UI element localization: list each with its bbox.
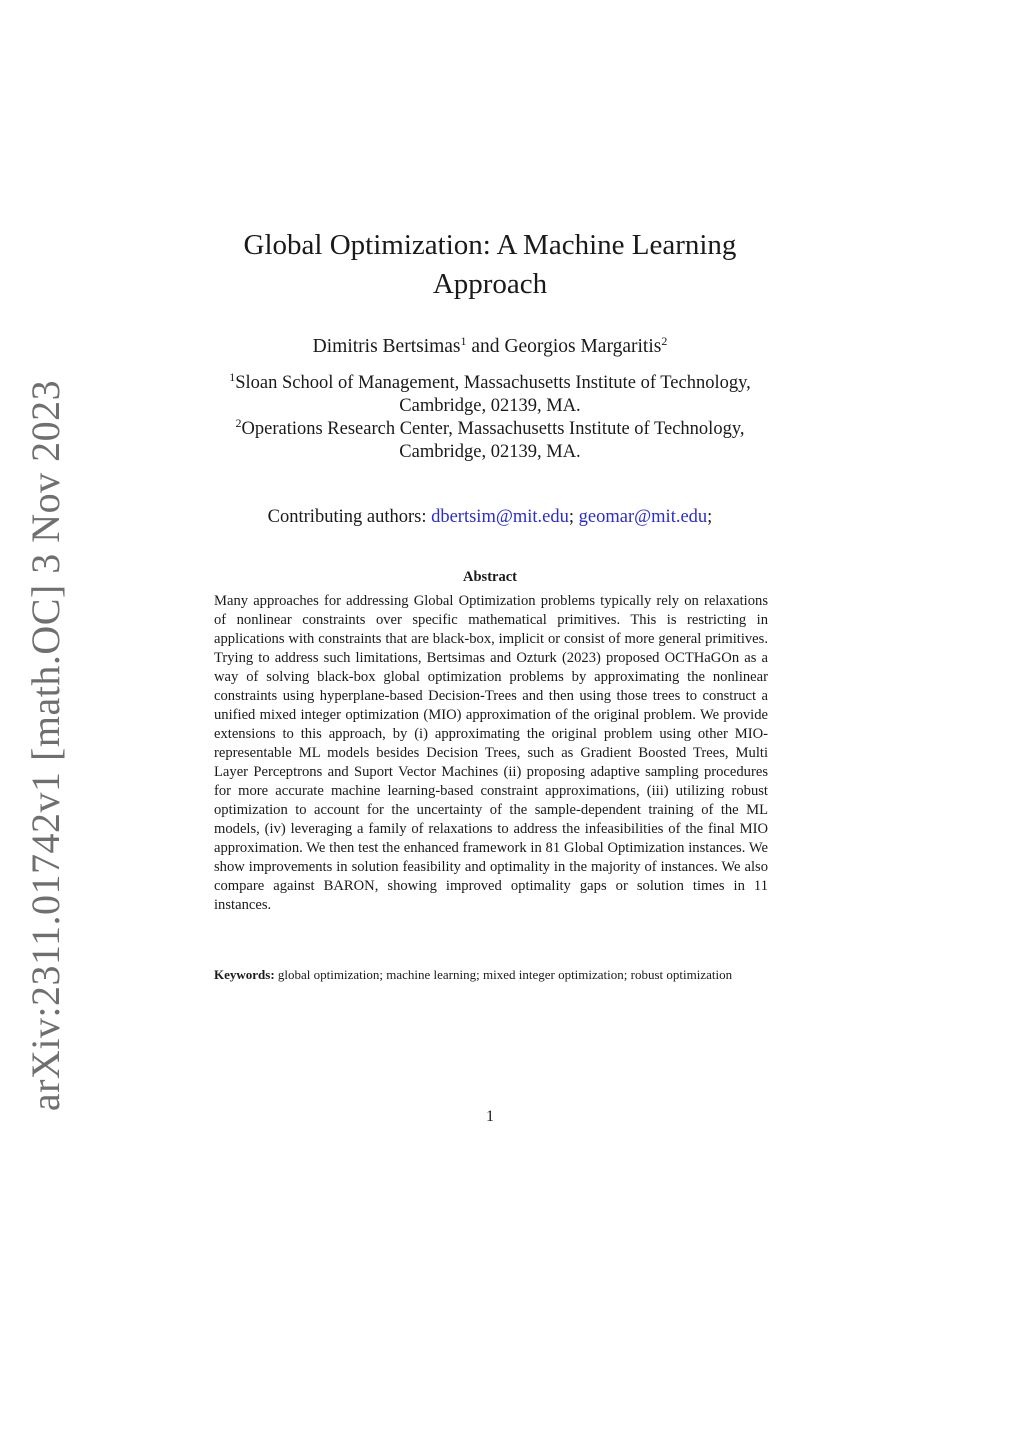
affiliation-line: Operations Research Center, Massachusetts Institute of Technology, xyxy=(241,419,745,439)
keywords-text: global optimization; machine learning; mixed integer optimization; robust optimization xyxy=(277,967,733,982)
contributing-label: Contributing authors: xyxy=(267,507,427,527)
abstract-heading: Abstract xyxy=(463,569,517,585)
keywords-label: Keywords: xyxy=(214,967,275,982)
affiliation-line: Sloan School of Management, Massachusetts Institute of Technology, xyxy=(235,373,751,393)
page-number: 1 xyxy=(486,1108,494,1125)
keywords xyxy=(214,966,768,983)
affiliation-mark: 2 xyxy=(235,416,242,430)
arxiv-identifier-text: arXiv:2311.01742v1 [math.OC] 3 Nov 2023 xyxy=(23,379,69,1111)
affiliation-line: Cambridge, 02139, MA. xyxy=(399,396,581,416)
author-joiner: and xyxy=(471,336,500,357)
abstract-text: Many approaches for addressing Global Optimization problems typically rely on relaxations of nonlinear constraints over specific mathematical primitives. This is restricting in applications with constraints that are black-box, implicit or consist of more general primitives. Trying to address such limitations, Bertsimas and Ozturk (2023) proposed OCTHaGOn as a way of solving black-box global optimization problems by approximating the nonlinear constraints using hyperplane-based Decision-Trees and then using those trees to construct a unified mixed integer optimization (MIO) approximation of the original problem. We provide extensions to this approach, by (i) approximating the original problem using other MIO-representable ML models besides Decision Trees, such as Gradient Boosted Trees, Multi Layer Perceptrons and Suport Vector Machines (ii) proposing adaptive sampling procedures for more accurate machine learning-based constraint approximations, (iii) utilizing robust optimization to account for the uncertainty of the sample-dependent training of the ML models, (iv) leveraging a family of relaxations to address the infeasibilities of the final MIO approximation. We then test the enhanced framework in 81 Global Optimization instances. We show improvements in solution feasibility and optimality in the majority of instances. We also compare against BARON, showing improved optimality gaps or solution times in 11 instances. xyxy=(214,593,768,913)
affiliation-marker: 1 xyxy=(460,334,467,348)
affiliation xyxy=(190,372,790,418)
email-separator: ; xyxy=(568,507,575,527)
affiliation-marker: 2 xyxy=(661,334,668,348)
affiliation-line: Cambridge, 02139, MA. xyxy=(399,442,581,462)
contributing-authors xyxy=(200,505,780,529)
paper-title: Global Optimization: A Machine Learning Approach xyxy=(243,229,737,300)
author-name: Georgios Margaritis xyxy=(504,336,662,357)
affiliation-mark: 1 xyxy=(229,370,236,384)
author-line xyxy=(200,334,780,360)
arxiv-identifier-stamp xyxy=(14,379,78,1111)
author-name: Dimitris Bertsimas xyxy=(312,336,461,357)
email-link[interactable]: geomar@mit.edu xyxy=(578,507,708,527)
email-separator: ; xyxy=(707,507,713,527)
email-link[interactable]: dbertsim@mit.edu xyxy=(431,507,569,527)
affiliation xyxy=(190,418,790,464)
